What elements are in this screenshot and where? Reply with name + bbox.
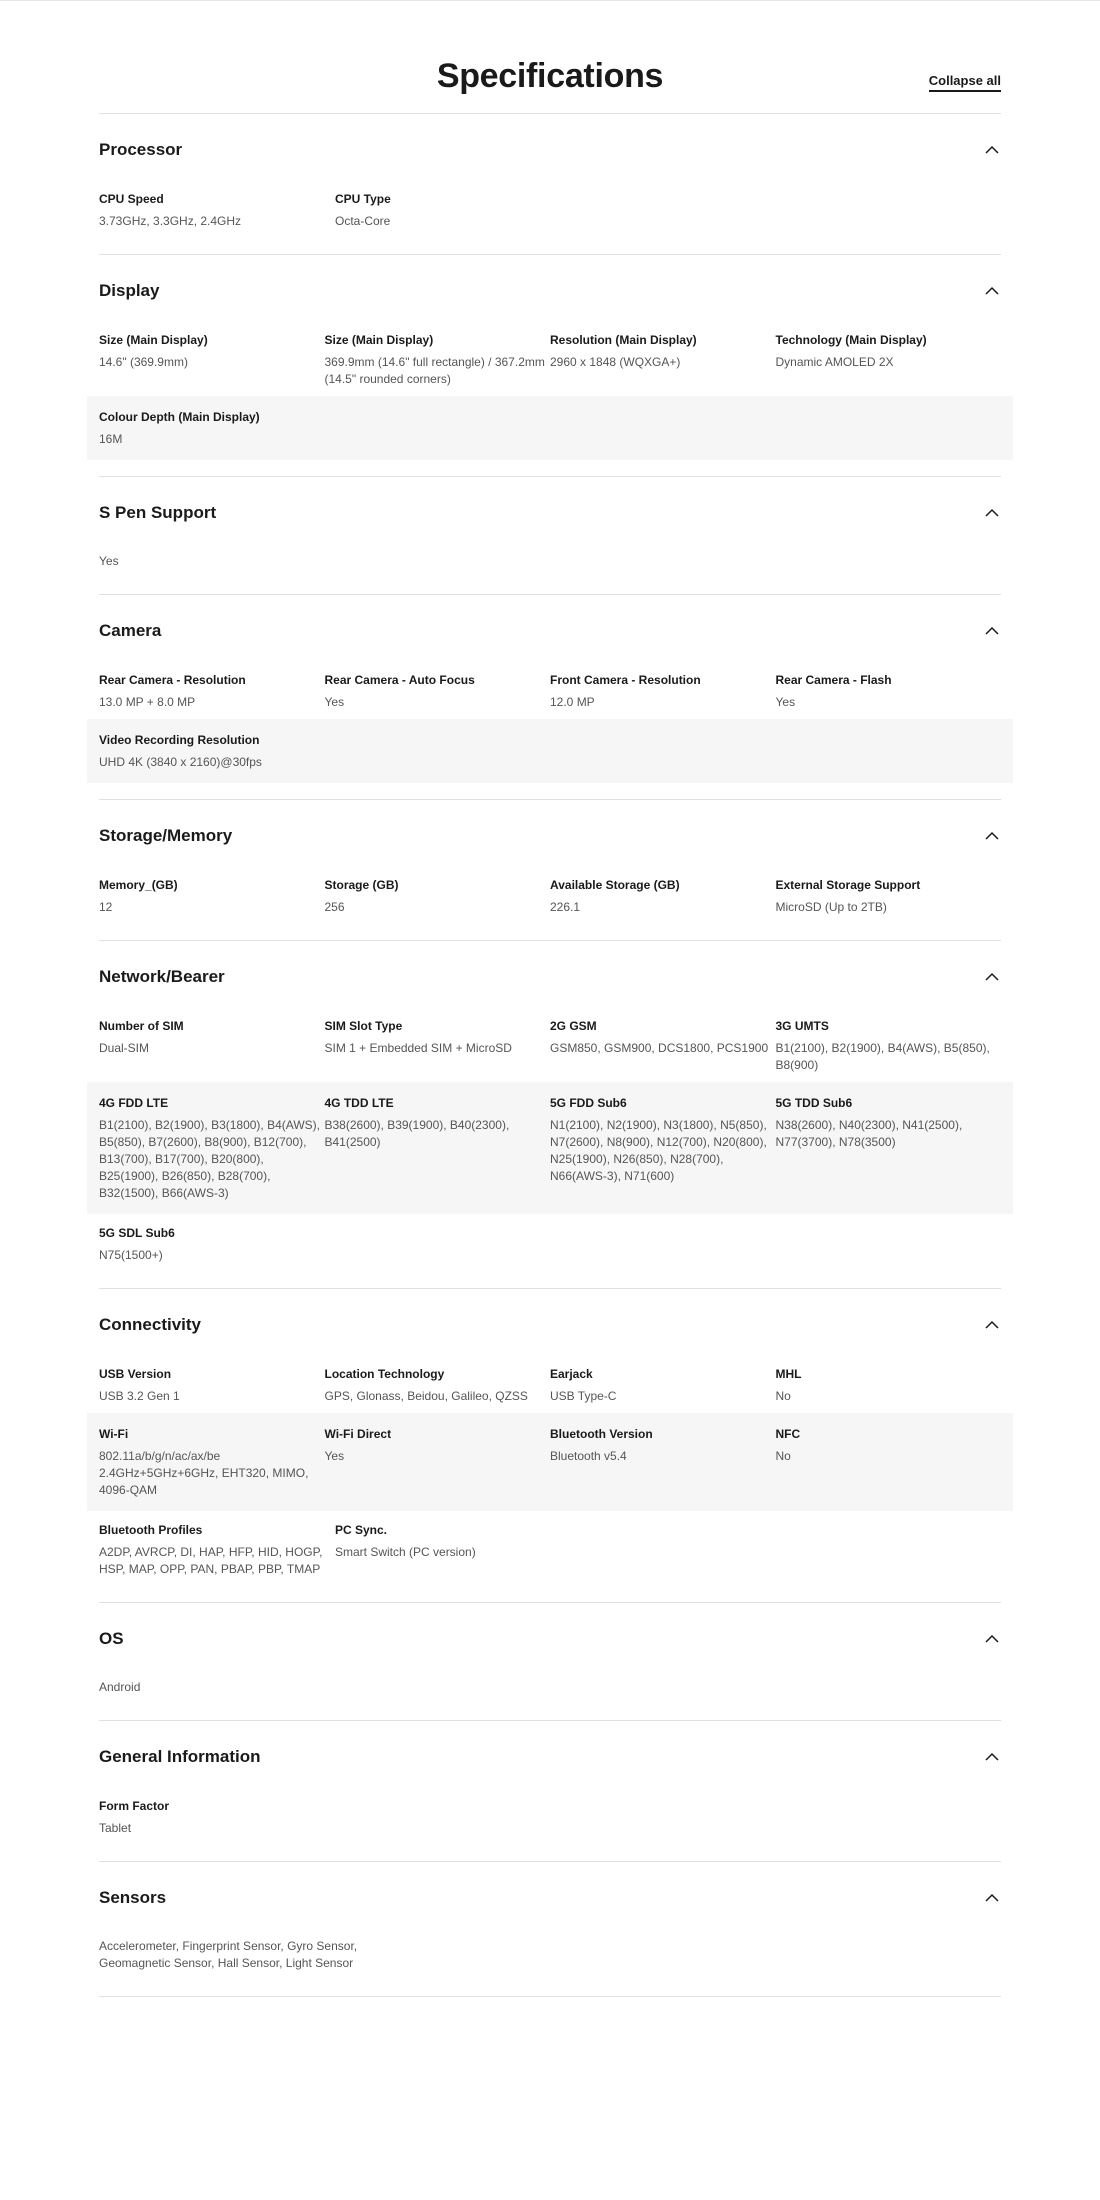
spec-value: Octa-Core xyxy=(335,214,391,228)
spec-row xyxy=(99,1928,1001,1980)
section-title: General Information xyxy=(99,1747,261,1766)
spec-label: Wi-Fi Direct xyxy=(324,1427,392,1441)
spec-value: 369.9mm (14.6" full rectangle) / 367.2mm (14.5" rounded corners) xyxy=(324,355,545,386)
spec-label: Video Recording Resolution xyxy=(99,733,260,747)
spec-row xyxy=(99,543,1001,578)
spec-row xyxy=(99,661,1001,719)
spec-value: 13.0 MP + 8.0 MP xyxy=(99,695,196,709)
spec-item xyxy=(776,1425,1002,1499)
section-header-sensors[interactable] xyxy=(99,1862,1001,1928)
spec-item xyxy=(99,731,399,771)
section-title: Display xyxy=(99,281,160,300)
spec-label: CPU Speed xyxy=(99,192,164,206)
spec-item xyxy=(99,1017,325,1074)
spec-item xyxy=(550,1017,776,1074)
spec-item xyxy=(325,1365,551,1405)
collapse-all-button[interactable]: Collapse all xyxy=(929,73,1001,92)
spec-label: 4G FDD LTE xyxy=(99,1096,169,1110)
section-header-os[interactable] xyxy=(99,1603,1001,1669)
section-title: Camera xyxy=(99,621,162,640)
spec-value: GSM850, GSM900, DCS1800, PCS1900 xyxy=(550,1041,769,1055)
spec-label: SIM Slot Type xyxy=(324,1019,403,1033)
section-storage-memory xyxy=(99,800,1001,941)
spec-item xyxy=(99,671,325,711)
spec-item xyxy=(325,671,551,711)
spec-label: 5G FDD Sub6 xyxy=(550,1096,627,1110)
section-s-pen-support xyxy=(99,477,1001,595)
section-connectivity xyxy=(99,1289,1001,1603)
spec-label: Size (Main Display) xyxy=(99,333,208,347)
spec-item xyxy=(99,553,399,570)
chevron-up-icon[interactable] xyxy=(985,970,999,984)
spec-value: 2960 x 1848 (WQXGA+) xyxy=(550,355,681,369)
chevron-up-icon[interactable] xyxy=(985,1632,999,1646)
spec-value: N1(2100), N2(1900), N3(1800), N5(850), N7(2600), N8(900), N12(700), N20(800), N25(1900), N26(850), N28(700), N66(AWS-3), N71(600) xyxy=(550,1118,767,1183)
section-header-connectivity[interactable] xyxy=(99,1289,1001,1355)
spec-value: B1(2100), B2(1900), B3(1800), B4(AWS), B5(850), B7(2600), B8(900), B12(700), B13(700), B17(700), B20(800), B25(1900), B26(850), B28(700), B32(1500), B66(AWS-3) xyxy=(99,1118,320,1200)
spec-item xyxy=(776,1017,1002,1074)
spec-item xyxy=(550,1425,776,1499)
section-general-information xyxy=(99,1721,1001,1862)
section-title: S Pen Support xyxy=(99,503,217,522)
spec-item xyxy=(776,1365,1002,1405)
spec-value: 12 xyxy=(99,900,113,914)
spec-row xyxy=(87,719,1013,783)
chevron-up-icon[interactable] xyxy=(985,506,999,520)
spec-value: B38(2600), B39(1900), B40(2300), B41(2500) xyxy=(324,1118,510,1149)
spec-value: UHD 4K (3840 x 2160)@30fps xyxy=(99,755,262,769)
spec-item xyxy=(550,1365,776,1405)
spec-label: MHL xyxy=(775,1367,802,1381)
spec-row xyxy=(99,1787,1001,1845)
page-title: Specifications xyxy=(436,57,664,95)
section-title: Sensors xyxy=(99,1888,167,1907)
section-header-storage-memory[interactable] xyxy=(99,800,1001,866)
spec-value: USB 3.2 Gen 1 xyxy=(99,1389,180,1403)
spec-value: 16M xyxy=(99,432,123,446)
spec-row xyxy=(99,866,1001,924)
section-sensors xyxy=(99,1862,1001,1997)
chevron-up-icon[interactable] xyxy=(985,143,999,157)
spec-row xyxy=(99,321,1001,396)
spec-label: Front Camera - Resolution xyxy=(550,673,701,687)
spec-item xyxy=(776,876,1002,916)
spec-row xyxy=(99,180,1001,238)
spec-label: Rear Camera - Flash xyxy=(775,673,892,687)
chevron-up-icon[interactable] xyxy=(985,829,999,843)
spec-item xyxy=(335,1521,571,1578)
spec-item xyxy=(99,1797,399,1837)
spec-value: GPS, Glonass, Beidou, Galileo, QZSS xyxy=(324,1389,528,1403)
spec-row xyxy=(99,1669,1001,1704)
spec-row xyxy=(99,1511,1001,1586)
spec-value: Yes xyxy=(99,554,119,568)
spec-label: 2G GSM xyxy=(550,1019,597,1033)
section-title: Storage/Memory xyxy=(99,826,233,845)
section-header-processor[interactable] xyxy=(99,114,1001,180)
spec-item xyxy=(99,408,399,448)
spec-value: Dual-SIM xyxy=(99,1041,150,1055)
spec-label: Size (Main Display) xyxy=(324,333,434,347)
chevron-up-icon[interactable] xyxy=(985,1318,999,1332)
spec-row xyxy=(99,1007,1001,1082)
spec-value: Bluetooth v5.4 xyxy=(550,1449,627,1463)
spec-item xyxy=(325,876,551,916)
spec-row xyxy=(99,1214,1001,1272)
spec-label: 5G SDL Sub6 xyxy=(99,1226,175,1240)
spec-label: External Storage Support xyxy=(775,878,921,892)
spec-label: Memory_(GB) xyxy=(99,878,178,892)
spec-label: Bluetooth Profiles xyxy=(99,1523,203,1537)
spec-value: MicroSD (Up to 2TB) xyxy=(775,900,887,914)
spec-item xyxy=(99,1679,399,1696)
spec-value: Smart Switch (PC version) xyxy=(335,1545,476,1559)
spec-label: Technology (Main Display) xyxy=(775,333,927,347)
spec-value: B1(2100), B2(1900), B4(AWS), B5(850), B8(900) xyxy=(775,1041,990,1072)
spec-label: Colour Depth (Main Display) xyxy=(99,410,260,424)
section-header-network-bearer[interactable] xyxy=(99,941,1001,1007)
section-header-general-information[interactable] xyxy=(99,1721,1001,1787)
spec-item xyxy=(99,1224,399,1264)
spec-item xyxy=(99,1938,399,1972)
spec-item xyxy=(550,331,776,388)
spec-label: NFC xyxy=(775,1427,801,1441)
spec-value: No xyxy=(775,1389,791,1403)
spec-item xyxy=(776,331,1002,388)
section-header-s-pen-support[interactable] xyxy=(99,477,1001,543)
spec-label: Resolution (Main Display) xyxy=(550,333,697,347)
spec-item xyxy=(325,1017,551,1074)
spec-item xyxy=(99,1365,325,1405)
spec-label: CPU Type xyxy=(335,192,391,206)
section-title: Processor xyxy=(99,140,183,159)
chevron-up-icon[interactable] xyxy=(985,1891,999,1905)
spec-item xyxy=(550,1094,776,1202)
spec-value: Yes xyxy=(775,695,796,709)
spec-value: Yes xyxy=(324,1449,345,1463)
spec-item xyxy=(99,1425,325,1499)
spec-item xyxy=(99,190,335,230)
spec-label: USB Version xyxy=(99,1367,172,1381)
spec-row xyxy=(87,396,1013,460)
section-title: OS xyxy=(99,1629,124,1648)
spec-label: Bluetooth Version xyxy=(550,1427,653,1441)
section-display xyxy=(99,255,1001,477)
spec-label: Number of SIM xyxy=(99,1019,184,1033)
spec-label: 4G TDD LTE xyxy=(324,1096,394,1110)
spec-label: Rear Camera - Auto Focus xyxy=(324,673,475,687)
spec-label: 5G TDD Sub6 xyxy=(775,1096,853,1110)
section-os xyxy=(99,1603,1001,1721)
spec-value: 14.6" (369.9mm) xyxy=(99,355,188,369)
spec-item xyxy=(335,190,571,230)
spec-item xyxy=(325,1425,551,1499)
spec-item xyxy=(550,671,776,711)
spec-value: Accelerometer, Fingerprint Sensor, Gyro Sensor, Geomagnetic Sensor, Hall Sensor, Light Sensor xyxy=(99,1939,358,1970)
spec-label: Location Technology xyxy=(324,1367,445,1381)
spec-label: PC Sync. xyxy=(335,1523,388,1537)
chevron-up-icon[interactable] xyxy=(985,624,999,638)
spec-value: 802.11a/b/g/n/ac/ax/be 2.4GHz+5GHz+6GHz, EHT320, MIMO, 4096-QAM xyxy=(99,1449,309,1497)
spec-item xyxy=(99,331,325,388)
spec-value: Dynamic AMOLED 2X xyxy=(775,355,894,369)
spec-item xyxy=(550,876,776,916)
spec-label: Storage (GB) xyxy=(324,878,399,892)
spec-value: 256 xyxy=(324,900,345,914)
section-processor xyxy=(99,114,1001,255)
spec-sections xyxy=(0,114,1100,1997)
spec-row xyxy=(87,1082,1013,1214)
spec-label: Available Storage (GB) xyxy=(550,878,680,892)
spec-item xyxy=(325,331,551,388)
spec-value: Android xyxy=(99,1680,141,1694)
section-network-bearer xyxy=(99,941,1001,1289)
section-title: Network/Bearer xyxy=(99,967,225,986)
spec-value: N38(2600), N40(2300), N41(2500), N77(3700), N78(3500) xyxy=(775,1118,963,1149)
spec-value: Tablet xyxy=(99,1821,132,1835)
spec-value: USB Type-C xyxy=(550,1389,617,1403)
section-header-camera[interactable] xyxy=(99,595,1001,661)
spec-label: 3G UMTS xyxy=(775,1019,829,1033)
spec-label: Form Factor xyxy=(99,1799,170,1813)
chevron-up-icon[interactable] xyxy=(985,284,999,298)
spec-label: Earjack xyxy=(550,1367,593,1381)
spec-item xyxy=(99,1094,325,1202)
spec-label: Rear Camera - Resolution xyxy=(99,673,246,687)
spec-value: 12.0 MP xyxy=(550,695,595,709)
section-camera xyxy=(99,595,1001,800)
spec-label: Wi-Fi xyxy=(99,1427,129,1441)
spec-value: 226.1 xyxy=(550,900,581,914)
spec-value: A2DP, AVRCP, DI, HAP, HFP, HID, HOGP, HSP, MAP, OPP, PAN, PBAP, PBP, TMAP xyxy=(99,1545,323,1576)
spec-row xyxy=(87,1413,1013,1511)
specifications-header xyxy=(99,0,1001,114)
spec-item xyxy=(99,876,325,916)
spec-item xyxy=(776,1094,1002,1202)
spec-value: No xyxy=(775,1449,791,1463)
chevron-up-icon[interactable] xyxy=(985,1750,999,1764)
section-header-display[interactable] xyxy=(99,255,1001,321)
spec-item xyxy=(776,671,1002,711)
spec-value: Yes xyxy=(324,695,345,709)
section-title: Connectivity xyxy=(99,1315,202,1334)
spec-value: 3.73GHz, 3.3GHz, 2.4GHz xyxy=(99,214,242,228)
spec-value: N75(1500+) xyxy=(99,1248,163,1262)
spec-item xyxy=(99,1521,335,1578)
spec-value: SIM 1 + Embedded SIM + MicroSD xyxy=(324,1041,512,1055)
spec-row xyxy=(99,1355,1001,1413)
spec-item xyxy=(325,1094,551,1202)
